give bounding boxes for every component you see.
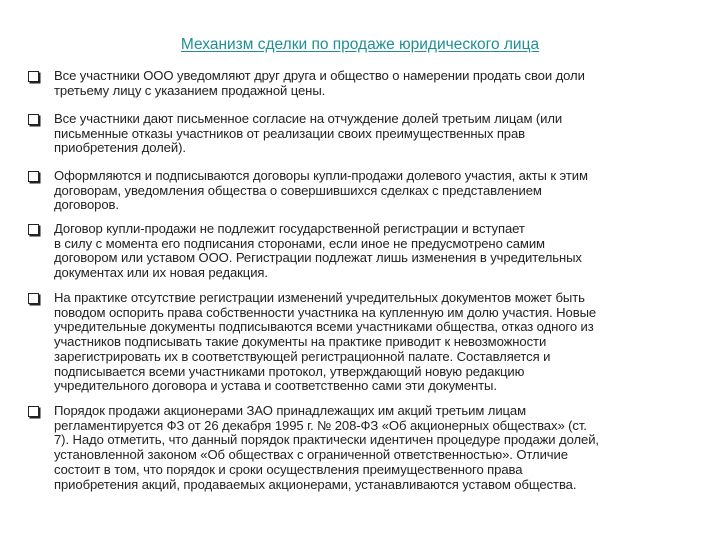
list-item-text xyxy=(54,291,596,394)
text-line: подписывается всеми участниками протокол, утверждающий новую редакцию xyxy=(54,363,525,379)
list-item-text xyxy=(54,69,585,98)
checkbox-bullet-icon xyxy=(28,224,39,235)
text-line: На практике отсутствие регистрации изменений учредительных документов может быть xyxy=(54,290,585,305)
text-line: учредительного договора и устава и соответственно сами эти документы. xyxy=(54,378,497,394)
text-line: договорам, уведомления общества о совершившихся сделках с представлением xyxy=(54,182,542,198)
list-item-text xyxy=(54,169,588,213)
text-line: зарегистрировать их в соответствующей регистрационной палате. Составляется и xyxy=(54,348,551,364)
text-line: участников подписывать такие документы на практике приводит к невозможности xyxy=(54,334,547,350)
text-line: поводом оспорить права собственности участника на купленную им долю участия. Новые xyxy=(54,304,597,320)
page-title: Механизм сделки по продаже юридического лица xyxy=(180,36,540,53)
text-line: третьему лицу с указанием продажной цены. xyxy=(54,82,326,98)
text-line: приобретения акций, продаваемых акционерами, устанавливаются уставом общества. xyxy=(54,476,577,492)
checkbox-bullet-icon xyxy=(28,293,39,304)
text-line: письменные отказы участников от реализации своих преимущественных прав xyxy=(54,125,526,141)
checkbox-bullet-icon xyxy=(28,171,39,182)
list-item-text xyxy=(54,404,599,492)
text-line: регламентируется ФЗ от 26 декабря 1995 г. № 208-ФЗ «Об акционерных обществах» (ст. xyxy=(54,417,587,433)
text-line: состоит в том, что порядок и сроки осуществления преимущественного права xyxy=(54,461,523,477)
text-line: Оформляются и подписываются договоры купли-продажи долевого участия, акты к этим xyxy=(54,168,588,183)
text-line: учредительные документы подписываются всеми участниками общества, отказ одного из xyxy=(54,319,594,335)
text-line: приобретения долей). xyxy=(54,140,186,156)
text-line: установленной законом «Об обществах с ограниченной ответственностью». Отличие xyxy=(54,447,568,463)
text-line: договором или уставом ООО. Регистрации подлежат лишь изменения в учредительных xyxy=(54,250,582,266)
text-line: Порядок продажи акционерами ЗАО принадлежащих им акций третьим лицам xyxy=(54,403,527,418)
list-item-text xyxy=(54,112,562,156)
text-line: Все участники дают письменное согласие на отчуждение долей третьим лицам (или xyxy=(54,111,563,126)
text-line: в силу с момента его подписания сторонами, если иное не предусмотрено самим xyxy=(54,235,545,251)
text-line: Договор купли-продажи не подлежит государственной регистрации и вступает xyxy=(54,221,525,236)
checkbox-bullet-icon xyxy=(28,71,39,82)
checkbox-bullet-icon xyxy=(28,406,39,417)
text-line: Все участники ООО уведомляют друг друга и общество о намерении продать свои доли xyxy=(54,68,585,83)
checkbox-bullet-icon xyxy=(28,114,39,125)
text-line: 7). Надо отметить, что данный порядок практически идентичен процедуре продажи долей, xyxy=(54,432,599,448)
text-line: договоров. xyxy=(54,197,119,213)
text-line: документах или их новая редакция. xyxy=(54,265,268,281)
list-item-text xyxy=(54,222,582,281)
